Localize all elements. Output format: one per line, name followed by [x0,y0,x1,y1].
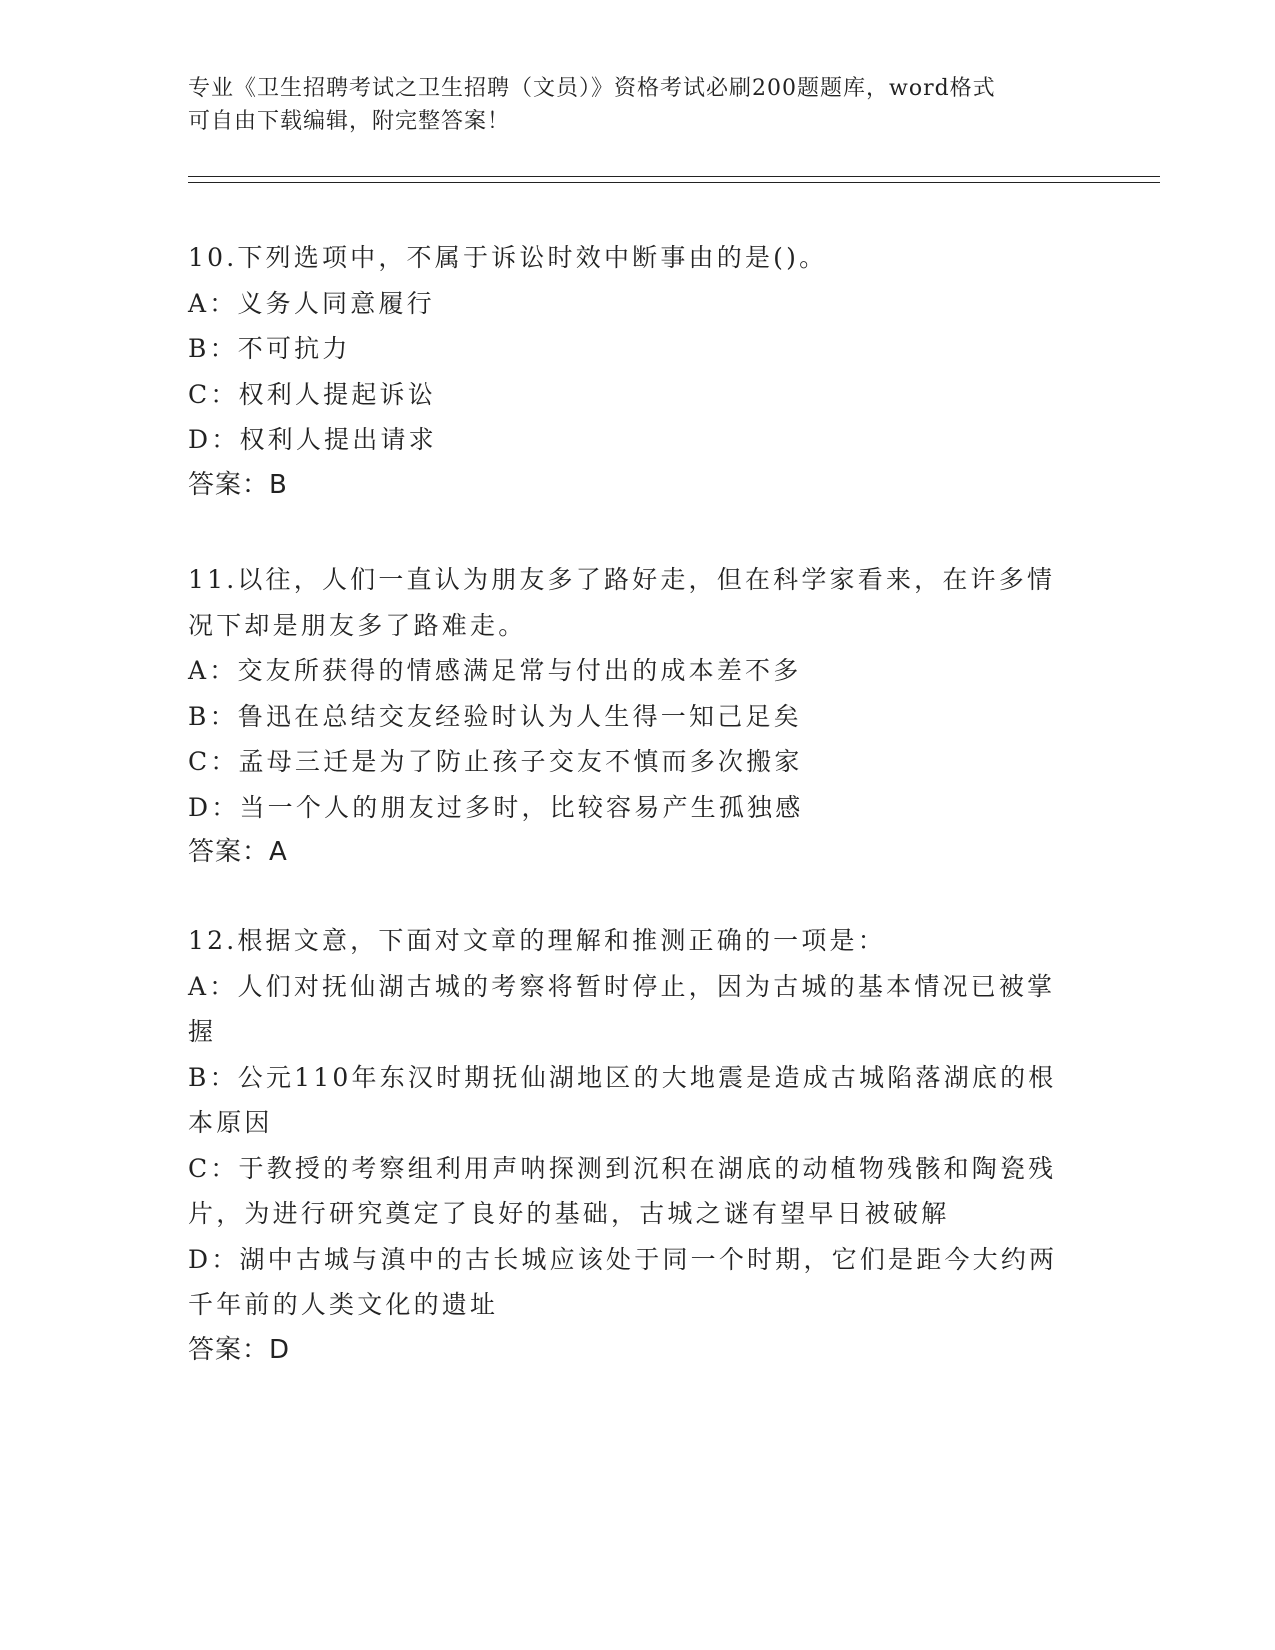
header-line-2: 可自由下载编辑，附完整答案！ [188,109,511,134]
question-10 [188,235,1068,508]
option-b: B：不可抗力 [188,334,351,363]
option-b: B：公元110年东汉时期抚仙湖地区的大地震是造成古城陷落湖底的根本原因 [188,1062,1057,1137]
answer-label: 答案：B [188,469,288,500]
header-divider-top [188,176,1160,177]
question-stem: 10.下列选项中，不属于诉讼时效中断事由的是()。 [188,243,828,272]
option-d: D：湖中古城与滇中的古长城应该处于同一个时期，它们是距今大约两千年前的人类文化的遗址 [188,1244,1058,1319]
option-a: A：义务人同意履行 [188,288,435,318]
question-stem: 12.根据文意，下面对文章的理解和推测正确的一项是： [188,926,886,955]
question-stem: 11.以往，人们一直认为朋友多了路好走，但在科学家看来，在许多情况下却是朋友多了路难走。 [188,565,1056,640]
answer-label: 答案：D [188,1334,291,1365]
option-d: D：当一个人的朋友过多时，比较容易产生孤独感 [188,792,804,822]
document-header [188,72,1068,138]
option-c: C：于教授的考察组利用声呐探测到沉积在湖底的动植物残骸和陶瓷残片，为进行研究奠定了良好的基础，古城之谜有望早日被破解 [188,1153,1057,1228]
header-divider-bottom [188,182,1160,183]
question-12 [188,918,1068,1373]
option-d: D：权利人提出请求 [188,425,437,454]
option-c: C：权利人提起诉讼 [188,379,436,409]
answer-label: 答案：A [188,837,288,867]
question-11 [188,557,1068,876]
option-c: C：孟母三迁是为了防止孩子交友不慎而多次搬家 [188,747,803,776]
option-a: A：人们对抚仙湖古城的考察将暂时停止，因为古城的基本情况已被掌握 [188,971,1056,1046]
header-line-1: 专业《卫生招聘考试之卫生招聘（文员）》资格考试必刷200题题库，word格式 [188,76,996,101]
option-b: B：鲁迅在总结交友经验时认为人生得一知己足矣 [188,701,802,731]
option-a: A：交友所获得的情感满足常与付出的成本差不多 [188,656,802,685]
